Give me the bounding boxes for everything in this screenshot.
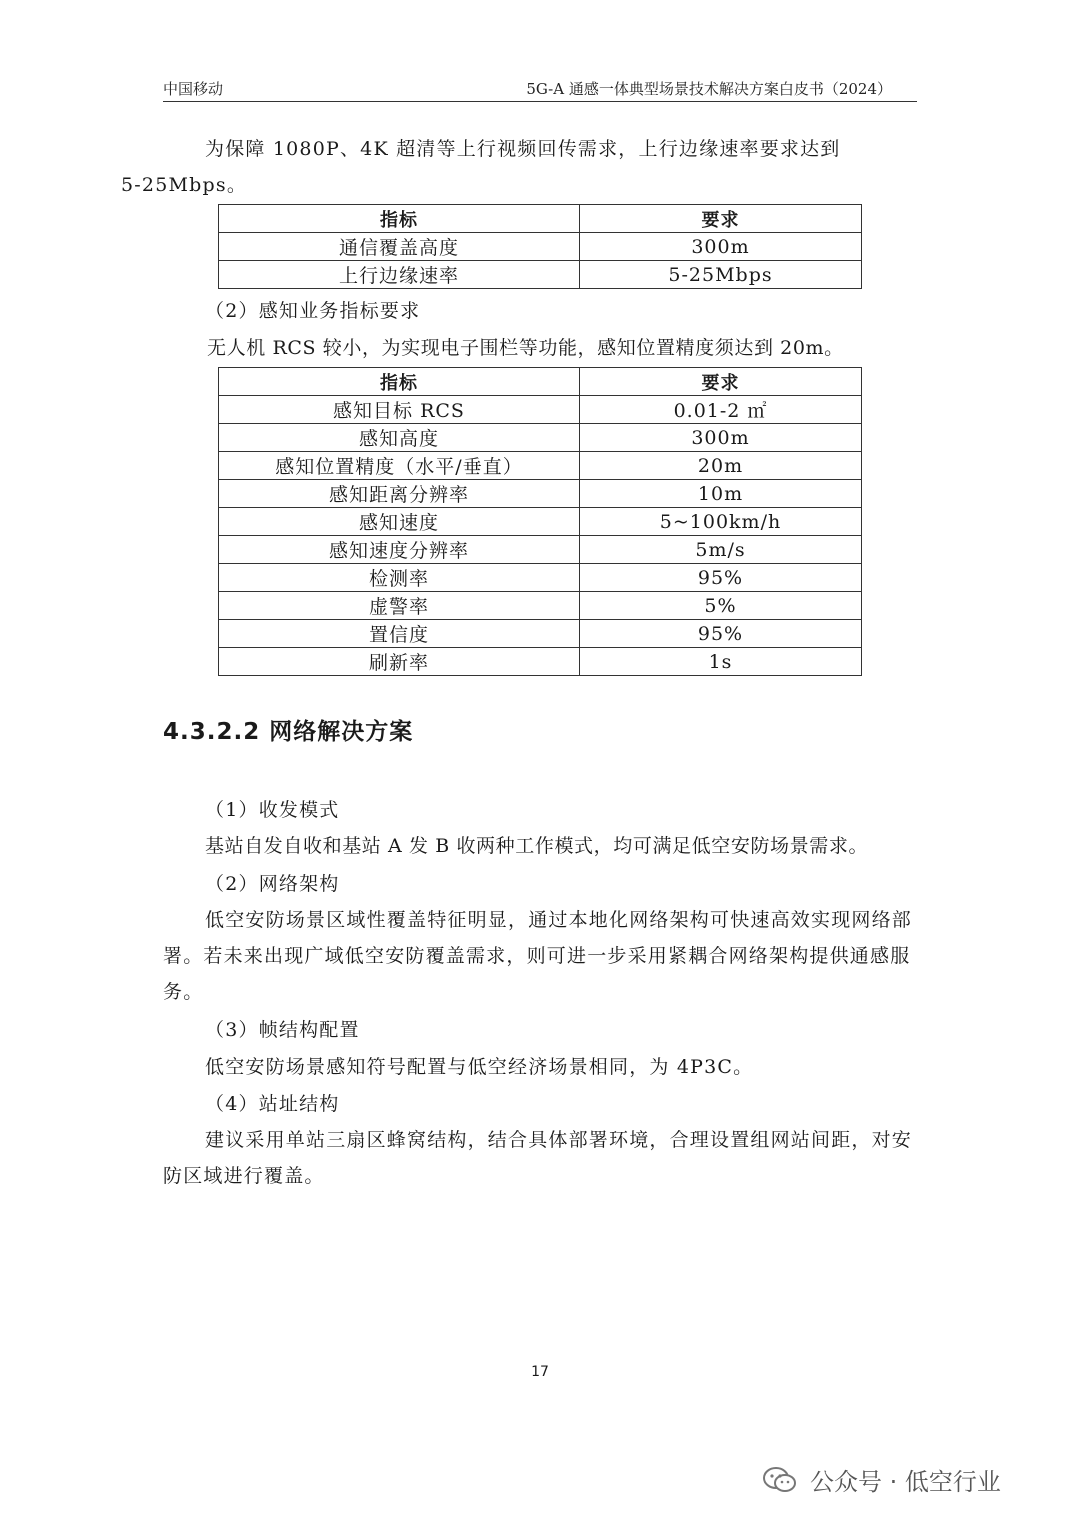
sense-heading: （2）感知业务指标要求 [205,300,421,322]
table-cell: 通信覆盖高度 [219,233,580,261]
table-row [219,564,862,592]
table-row [219,480,862,508]
intro-line-1: 为保障 1080P、4K 超清等上行视频回传需求，上行边缘速率要求达到 [205,138,841,160]
item-2-title: （2）网络架构 [205,873,340,895]
table-row [219,592,862,620]
table-row [219,233,862,261]
table-cell: 刷新率 [219,648,580,676]
table-row [219,396,862,424]
item-3-title: （3）帧结构配置 [205,1019,360,1041]
item-1-title: （1）收发模式 [205,799,340,821]
table-row [219,508,862,536]
table-header-cell: 指标 [219,205,580,233]
sense-intro: 无人机 RCS 较小，为实现电子围栏等功能，感知位置精度须达到 20m。 [207,337,844,359]
table-row [219,452,862,480]
table-cell: 感知高度 [219,424,580,452]
header-right: 5G-A 通感一体典型场景技术解决方案白皮书（2024） [526,80,892,98]
table-row [219,648,862,676]
comm-requirements-table [218,204,862,289]
item-1-body: 基站自发自收和基站 A 发 B 收两种工作模式，均可满足低空安防场景需求。 [205,835,869,857]
table-cell: 感知位置精度（水平/垂直） [219,452,580,480]
wechat-icon [762,1466,798,1494]
header-left: 中国移动 [163,80,224,98]
table-row [219,536,862,564]
table-cell: 感知速度 [219,508,580,536]
table-cell: 95% [580,564,862,592]
page-number: 17 [531,1364,549,1380]
table-cell: 上行边缘速率 [219,261,580,289]
table-cell: 10m [580,480,862,508]
table-header-cell: 指标 [219,368,580,396]
intro-line-2: 5-25Mbps。 [121,174,248,196]
sensing-requirements-table [218,367,862,676]
table-cell: 置信度 [219,620,580,648]
table-cell: 300m [580,233,862,261]
table-cell: 感知速度分辨率 [219,536,580,564]
table-cell: 0.01-2 ㎡ [580,396,862,424]
table-cell: 虚警率 [219,592,580,620]
section-title: 4.3.2.2 网络解决方案 [163,719,414,745]
table-cell: 1s [580,648,862,676]
item-2-body: 低空安防场景区域性覆盖特征明显，通过本地化网络架构可快速高效实现网络部署。若未来出现广域低空安防覆盖需求，则可进一步采用紧耦合网络架构提供通感服务。 [163,909,913,1003]
table-row [219,261,862,289]
item-4-title: （4）站址结构 [205,1093,340,1115]
table-cell: 95% [580,620,862,648]
table-cell: 5m/s [580,536,862,564]
table-cell: 300m [580,424,862,452]
table-header-row [219,368,862,396]
table-cell: 感知距离分辨率 [219,480,580,508]
intro-paragraph [121,131,917,203]
table-cell: 5~100km/h [580,508,862,536]
table-cell: 检测率 [219,564,580,592]
table-row [219,620,862,648]
table-cell: 20m [580,452,862,480]
watermark-text: 公众号 · 低空行业 [810,1468,1001,1496]
header-rule [163,101,917,102]
table-header-cell: 要求 [580,205,862,233]
item-4-body: 建议采用单站三扇区蜂窝结构，结合具体部署环境，合理设置组网站间距，对安防区域进行覆盖。 [163,1129,913,1187]
table-row [219,424,862,452]
table-cell: 感知目标 RCS [219,396,580,424]
table-cell: 5-25Mbps [580,261,862,289]
watermark [762,1462,1001,1497]
item-3-body: 低空安防场景感知符号配置与低空经济场景相同，为 4P3C。 [205,1056,754,1078]
table-cell: 5% [580,592,862,620]
table-header-cell: 要求 [580,368,862,396]
table-header-row [219,205,862,233]
